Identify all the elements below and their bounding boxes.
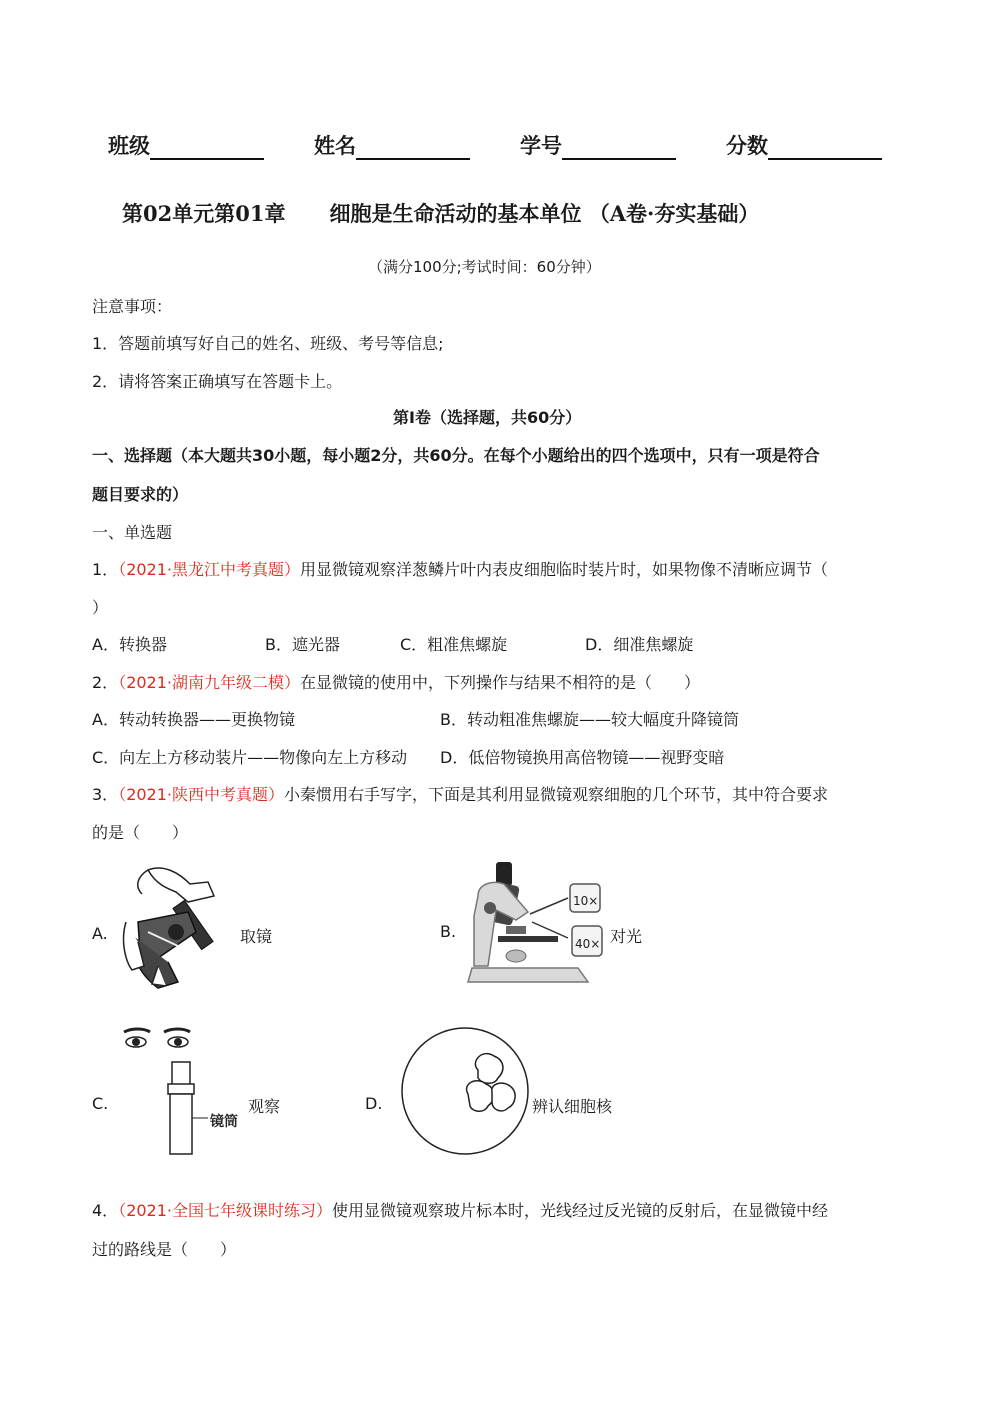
question-source: （2021·陕西中考真题） [118,785,284,804]
page-title [122,198,759,228]
question-text: 使用显微镜观察玻片标本时，光线经过反光镜的反射后，在显微镜中经 [332,1201,829,1220]
exam-info: （满分100分;考试时间：60分钟） [368,258,601,276]
question-source: （2021·黑龙江中考真题） [118,560,300,579]
question-number: 4． [92,1201,119,1220]
question-1 [92,557,828,580]
question-2 [92,670,700,693]
figure-d-letter[interactable]: D. [365,1094,383,1113]
question-3-cont: 的是（ ） [92,823,189,842]
notice-item: 2．请将答案正确填写在答题卡上。 [92,372,343,391]
figure-a-letter[interactable]: A. [92,924,108,943]
section-description-cont: 题目要求的） [92,485,189,504]
class-label: 班级 [108,134,150,158]
notice-item: 1．答题前填写好自己的姓名、班级、考号等信息; [92,334,444,353]
figure-a-caption: 取镜 [240,927,273,946]
figure-c-caption: 观察 [248,1097,281,1116]
figure-d-caption: 辨认细胞核 [532,1097,613,1116]
student-info-row [108,130,882,160]
option-a[interactable]: A．转动转换器——更换物镜 [92,710,295,729]
option-b[interactable]: B．转动粗准焦螺旋——较大幅度升降镜筒 [440,710,739,729]
option-d[interactable]: D．细准焦螺旋 [585,635,694,654]
question-number: 2． [92,673,119,692]
question-1-cont: ） [92,598,109,617]
option-c[interactable]: C．向左上方移动装片——物像向左上方移动 [92,748,408,767]
student-id-label: 学号 [520,134,562,158]
score-label: 分数 [726,134,768,158]
question-text: 小秦惯用右手写字，下面是其利用显微镜观察细胞的几个环节，其中符合要求 [284,785,829,804]
student-id-blank[interactable] [562,134,676,160]
question-text: 在显微镜的使用中，下列操作与结果不相符的是（ ） [300,673,701,692]
question-4-cont: 过的路线是（ ） [92,1240,237,1259]
option-a[interactable]: A．转换器 [92,635,167,654]
name-label: 姓名 [314,134,356,158]
lens-10x-label: 10× [573,894,599,908]
score-blank[interactable] [768,134,882,160]
lens-40x-label: 40× [575,937,601,951]
option-c[interactable]: C．粗准焦螺旋 [400,635,508,654]
section-title: 第I卷（选择题，共60分） [393,408,582,427]
eyes-and-tube-illustration [118,1026,248,1156]
question-4 [92,1198,828,1221]
figure-b-caption: 对光 [610,927,643,946]
microscope-field-of-view-illustration [400,1026,530,1156]
title-topic: 细胞是生命活动的基本单位 （A卷·夯实基础） [329,201,760,226]
question-number: 3． [92,785,119,804]
question-source: （2021·全国七年级课时练习） [118,1201,332,1220]
figure-c-letter[interactable]: C. [92,1094,109,1113]
option-d[interactable]: D．低倍物镜换用高倍物镜——视野变暗 [440,748,725,767]
figure-b-letter[interactable]: B. [440,922,457,941]
option-b[interactable]: B．遮光器 [265,635,340,654]
question-text: 用显微镜观察洋葱鳞片叶内表皮细胞临时装片时，如果物像不清晰应调节（ [300,560,829,579]
notice-heading: 注意事项： [92,297,173,316]
question-number: 1． [92,560,119,579]
tube-label: 镜筒 [210,1114,238,1130]
question-3 [92,782,828,805]
hands-holding-microscope-illustration [118,862,238,994]
subsection-heading: 一、单选题 [92,523,173,542]
title-chapter: 第02单元第01章 [122,201,286,226]
name-blank[interactable] [356,134,470,160]
question-source: （2021·湖南九年级二模） [118,673,300,692]
microscope-illustration [468,856,608,992]
class-blank[interactable] [150,134,264,160]
section-description: 一、选择题（本大题共30小题，每小题2分，共60分。在每个小题给出的四个选项中，只有一项是符合 [92,446,820,465]
